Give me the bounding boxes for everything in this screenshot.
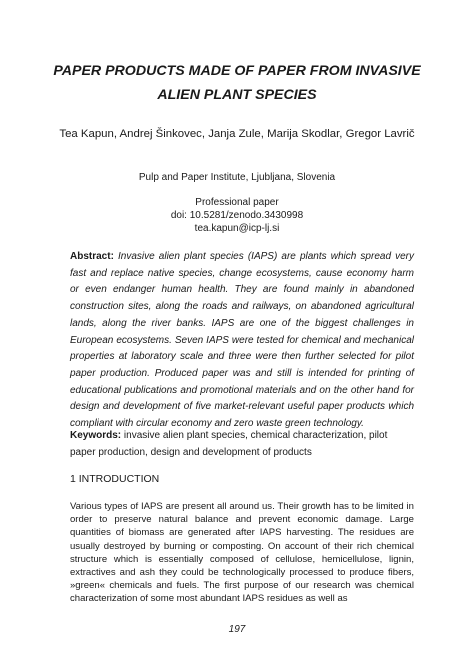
email: tea.kapun@icp-lj.si	[194, 223, 280, 234]
keywords-label: Keywords:	[70, 430, 122, 441]
abstract-label: Abstract:	[70, 251, 114, 262]
keywords	[70, 428, 414, 461]
doi: doi: 10.5281/zenodo.3430998	[170, 210, 304, 221]
intro-paragraph: Various types of IAPS are present all around us. Their growth has to be limited in order to preserve natural balance and prevent economic damage. Large quantities of biomass are generated after IAPS harvesting. The residues are usually destroyed by burning or composting. On account of their rich chemical structure which is essentially composed of cellulose, hemicellulose, lignin, extractives and ash they could be technologically processed to produce fibers, »green« chemicals and fuels. The first purpose of our research was chemical characterization of some most abundant IAPS residues as well as	[70, 501, 414, 605]
paper-type: Professional paper	[195, 197, 279, 208]
abstract-text: Invasive alien plant species (IAPS) are plants which spread very fast and replace native species, change ecosystems, cause economy harm or even endanger human health. They are found mainly in abandoned construction sites, along the roads and railways, on abandoned agricultural lands, along the river banks. IAPS are one of the biggest challenges in European ecosystems. Seven IAPS were tested for chemical and mechanical properties at laboratory scale and three were then further selected for pilot paper production. Produced paper was and still is intended for printing of educational publications and promotional materials and on the other hand for design and development of five market-relevant useful paper products which compliant with circular economy and zero waste green technology.	[70, 251, 414, 430]
author-list: Tea Kapun, Andrej Šinkovec, Janja Zule, Marija Skodlar, Gregor Lavrič	[59, 128, 415, 140]
page-number: 197	[228, 624, 246, 635]
paper-title: PAPER PRODUCTS MADE OF PAPER FROM INVASIVE ALIEN PLANT SPECIES	[53, 63, 421, 103]
section-heading: 1 INTRODUCTION	[70, 473, 160, 485]
keywords-text: invasive alien plant species, chemical characterization, pilot paper production, design and development of products	[70, 430, 388, 458]
affiliation: Pulp and Paper Institute, Ljubljana, Slovenia	[138, 172, 336, 183]
abstract	[70, 249, 414, 433]
